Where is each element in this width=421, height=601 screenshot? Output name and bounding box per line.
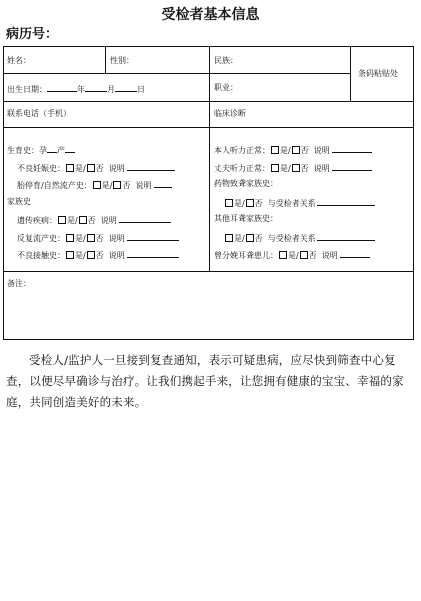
genetic-disease-row <box>17 214 171 226</box>
no-checkbox[interactable] <box>87 251 95 259</box>
no-label: 否 <box>95 234 104 243</box>
yes-checkbox[interactable] <box>66 234 74 242</box>
adverse-pregnancy-label: 不良妊娠史： <box>17 164 65 173</box>
no-label: 否 <box>254 234 263 243</box>
parity-blank[interactable] <box>65 144 75 153</box>
no-checkbox[interactable] <box>113 181 121 189</box>
previous-child-label: 曾分娩耳聋患儿： <box>214 251 278 260</box>
month-unit: 月 <box>107 85 115 94</box>
yes-label: 是/ <box>280 164 291 173</box>
explain-blank[interactable] <box>119 214 171 223</box>
diagnosis-field-label: 临床诊断 <box>214 109 246 118</box>
family-history-label: 家族史 <box>7 197 31 206</box>
explain-label: 说明 <box>135 181 152 190</box>
explain-label: 说明 <box>313 164 330 173</box>
recurrent-abortion-label: 反复流产史： <box>17 234 65 243</box>
explain-blank[interactable] <box>154 179 172 188</box>
yes-label: 是/ <box>67 216 78 225</box>
parity-label: 产 <box>57 146 65 155</box>
no-label: 否 <box>95 251 104 260</box>
husband-hearing-label: 丈夫听力正常： <box>214 164 270 173</box>
barcode-area-label: 条码粘贴处 <box>358 69 398 78</box>
self-hearing-row <box>214 144 372 156</box>
explain-label: 说明 <box>108 164 125 173</box>
no-checkbox[interactable] <box>292 146 300 154</box>
genetic-disease-label: 遗传疾病： <box>17 216 57 225</box>
dob-field <box>7 83 145 95</box>
drug-deafness-label: 药物致聋家族史： <box>214 179 278 188</box>
notice-paragraph: 受检人/监护人一旦接到复查通知，表示可疑患病，应尽快到筛查中心复查，以便尽早确诊与治疗。让我们携起手来，让您拥有健康的宝宝、幸福的家庭，共同创造美好的未来。 <box>6 353 404 409</box>
yes-checkbox[interactable] <box>225 234 233 242</box>
stillbirth-row <box>17 179 172 191</box>
adverse-exposure-label: 不良接触史： <box>17 251 65 260</box>
obstetric-history <box>7 144 75 156</box>
adverse-pregnancy-row <box>17 162 175 174</box>
yes-checkbox[interactable] <box>225 199 233 207</box>
gravida-blank[interactable] <box>47 144 57 153</box>
yes-label: 是/ <box>234 199 245 208</box>
no-label: 否 <box>95 164 104 173</box>
yes-checkbox[interactable] <box>271 146 279 154</box>
yes-label: 是/ <box>288 251 299 260</box>
year-blank[interactable] <box>47 83 77 92</box>
yes-label: 是/ <box>75 164 86 173</box>
relation-blank[interactable] <box>317 197 375 206</box>
adverse-exposure-row <box>17 249 179 261</box>
no-label: 否 <box>300 146 309 155</box>
explain-label: 说明 <box>108 234 125 243</box>
yes-checkbox[interactable] <box>66 251 74 259</box>
yes-checkbox[interactable] <box>93 181 101 189</box>
occupation-field-label: 职业： <box>214 83 238 92</box>
no-label: 否 <box>300 164 309 173</box>
explain-blank[interactable] <box>332 162 372 171</box>
explain-label: 说明 <box>313 146 330 155</box>
no-checkbox[interactable] <box>246 199 254 207</box>
husband-hearing-row <box>214 162 372 174</box>
explain-blank[interactable] <box>332 144 372 153</box>
remarks-label: 备注： <box>7 279 31 288</box>
yes-label: 是/ <box>75 234 86 243</box>
obstetric-label: 生育史：孕 <box>7 146 47 155</box>
yes-label: 是/ <box>234 234 245 243</box>
yes-label: 是/ <box>101 181 113 190</box>
no-checkbox[interactable] <box>87 234 95 242</box>
explain-blank[interactable] <box>127 249 179 258</box>
explain-blank[interactable] <box>127 232 179 241</box>
name-field-label: 姓名： <box>7 56 31 65</box>
yes-checkbox[interactable] <box>279 251 287 259</box>
relation-blank[interactable] <box>317 232 375 241</box>
medical-record-label: 病历号： <box>6 27 59 42</box>
other-deafness-row <box>224 232 375 244</box>
no-checkbox[interactable] <box>300 251 308 259</box>
no-label: 否 <box>254 199 263 208</box>
explain-blank[interactable] <box>127 162 175 171</box>
drug-deafness-row <box>224 197 375 209</box>
yes-checkbox[interactable] <box>58 216 66 224</box>
no-label: 否 <box>122 181 131 190</box>
month-blank[interactable] <box>85 83 107 92</box>
no-checkbox[interactable] <box>292 164 300 172</box>
no-checkbox[interactable] <box>246 234 254 242</box>
relation-label: 与受检者关系 <box>267 234 316 243</box>
gender-field-label: 性别： <box>110 56 134 65</box>
phone-field-label: 联系电话（手机） <box>7 109 71 118</box>
explain-label: 说明 <box>321 251 338 260</box>
day-unit: 日 <box>137 85 145 94</box>
explain-blank[interactable] <box>340 249 370 258</box>
previous-child-row <box>214 249 370 261</box>
yes-checkbox[interactable] <box>66 164 74 172</box>
other-deafness-label: 其他耳聋家族史： <box>214 214 278 223</box>
year-unit: 年 <box>77 85 85 94</box>
recurrent-abortion-row <box>17 232 179 244</box>
no-checkbox[interactable] <box>79 216 87 224</box>
yes-checkbox[interactable] <box>271 164 279 172</box>
no-label: 否 <box>308 251 317 260</box>
yes-label: 是/ <box>280 146 291 155</box>
day-blank[interactable] <box>115 83 137 92</box>
ethnicity-field-label: 民族： <box>214 56 238 65</box>
explain-label: 说明 <box>108 251 125 260</box>
yes-label: 是/ <box>75 251 86 260</box>
page-title: 受检者基本信息 <box>161 7 260 23</box>
stillbirth-label: 胎停育/自然流产史： <box>17 181 92 190</box>
dob-label: 出生日期： <box>7 85 47 94</box>
no-checkbox[interactable] <box>87 164 95 172</box>
explain-label: 说明 <box>100 216 117 225</box>
self-hearing-label: 本人听力正常： <box>214 146 270 155</box>
relation-label: 与受检者关系 <box>267 199 316 208</box>
no-label: 否 <box>87 216 96 225</box>
